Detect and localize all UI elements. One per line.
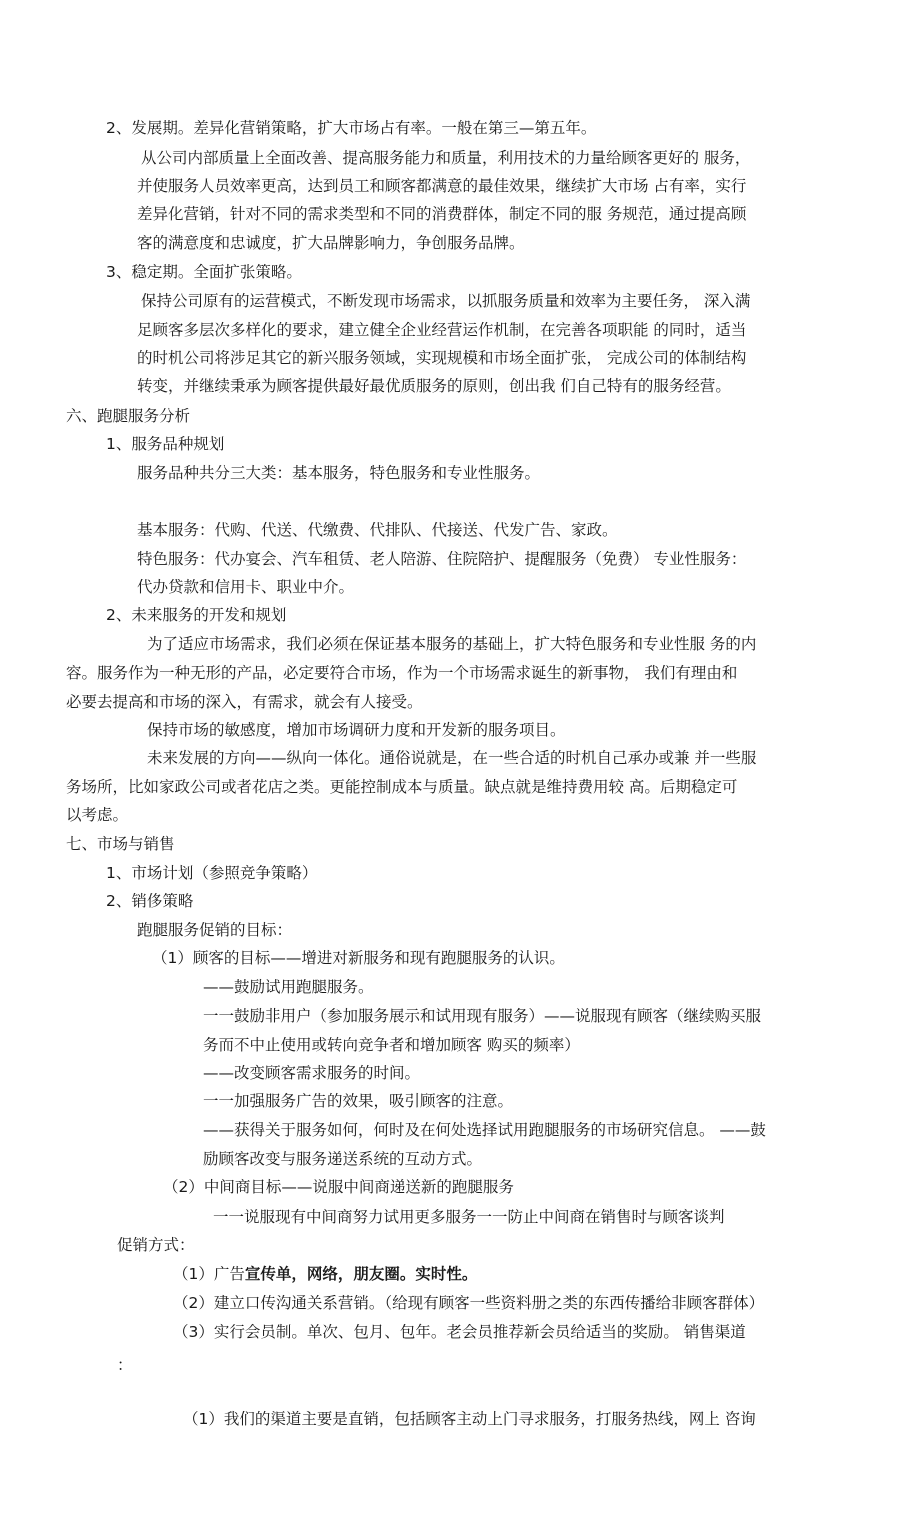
text-line: 客的满意度和忠诚度，扩大品牌影响力，争创服务品牌。 xyxy=(137,234,525,252)
text-line: 务场所，比如家政公司或者花店之类。更能控制成本与质量。缺点就是维持费用较 高。后期稳定可 xyxy=(66,778,738,796)
text-line: （3）实行会员制。单次、包月、包年。老会员推荐新会员给适当的奖励。 销售渠道 xyxy=(173,1323,746,1341)
text-line: （2）建立口传沟通关系营销。（给现有顾客一些资料册之类的东西传播给非顾客群体） xyxy=(173,1294,765,1312)
text-line: 励顾客改变与服务递送系统的互动方式。 xyxy=(203,1150,483,1168)
text-line: ——鼓励试用跑腿服务。 xyxy=(203,978,374,996)
text-line: 3、稳定期。全面扩张策略。 xyxy=(106,263,302,281)
text-line: 容。服务作为一种无形的产品，必定要符合市场，作为一个市场需求诞生的新事物， 我们有理由和 xyxy=(66,664,738,682)
text-line: 务而不中止使用或转向竞争者和增加顾客 购买的频率） xyxy=(203,1036,580,1054)
text-line xyxy=(173,1260,477,1288)
text-line: 基本服务：代购、代送、代缴费、代排队、代接送、代发广告、家政。 xyxy=(137,521,618,539)
text-line: 保持市场的敏感度，增加市场调研力度和开发新的服务项目。 xyxy=(147,721,566,739)
text-line: ——改变顾客需求服务的时间。 xyxy=(203,1064,421,1082)
text-line: 以考虑。 xyxy=(66,806,129,824)
text-line: 从公司内部质量上全面改善、提高服务能力和质量，利用技术的力量给顾客更好的 服务， xyxy=(141,149,751,167)
text-line: 代办贷款和信用卡、职业中介。 xyxy=(137,578,355,596)
subsection-heading: 1、服务品种规划 xyxy=(106,435,225,453)
text-line: 服务品种共分三大类：基本服务，特色服务和专业性服务。 xyxy=(137,464,541,482)
text-line: 差异化营销，针对不同的需求类型和不同的消费群体，制定不同的服 务规范，通过提高顾 xyxy=(137,205,747,223)
bold-text-run: 宣传单，网络，朋友圈。实时性。 xyxy=(244,1265,478,1283)
text-line: 一一加强服务广告的效果，吸引顾客的注意。 xyxy=(203,1092,514,1110)
text-line: 促销方式： xyxy=(117,1236,195,1254)
text-line: 转变，并继续秉承为顾客提供最好最优质服务的原则，创出我 们自己特有的服务经营。 xyxy=(137,377,731,395)
text-line: 2、发展期。差异化营销策略，扩大市场占有率。一般在第三—第五年。 xyxy=(106,119,597,137)
section-heading: 七、市场与销售 xyxy=(66,835,175,853)
text-line: 一一说服现有中间商努力试用更多服务一一防止中间商在销售时与顾客谈判 xyxy=(213,1208,725,1226)
text-line: 并使服务人员效率更高，达到员工和顾客都满意的最佳效果，继续扩大市场 占有率，实行 xyxy=(137,177,747,195)
section-heading: 六、跑腿服务分析 xyxy=(66,407,191,425)
subsection-heading: 2、未来服务的开发和规划 xyxy=(106,606,287,624)
text-line: 未来发展的方向——纵向一体化。通俗说就是，在一些合适的时机自己承办或兼 并一些服 xyxy=(147,749,757,767)
text-line: ——获得关于服务如何，何时及在何处选择试用跑腿服务的市场研究信息。 ——鼓 xyxy=(203,1121,766,1139)
text-line: （2）中间商目标——说服中间商递送新的跑腿服务 xyxy=(163,1178,514,1196)
subsection-heading: 2、销侈策略 xyxy=(106,892,194,910)
text-line: 跑腿服务促销的目标： xyxy=(137,921,293,939)
subsection-heading: 1、市场计划（参照竞争策略） xyxy=(106,864,318,882)
text-line: 一一鼓励非用户（参加服务展示和试用现有服务）——说服现有顾客（继续购买服 xyxy=(203,1007,762,1025)
text-line: （1）我们的渠道主要是直销，包括顾客主动上门寻求服务，打服务热线，网上 咨询 xyxy=(183,1410,756,1428)
text-line: 的时机公司将涉足其它的新兴服务领域，实现规模和市场全面扩张， 完成公司的体制结构 xyxy=(137,349,747,367)
text-run: （1）广告 xyxy=(173,1265,245,1283)
text-line: 必要去提高和市场的深入，有需求，就会有人接受。 xyxy=(66,693,423,711)
text-line: 保持公司原有的运营模式，不断发现市场需求，以抓服务质量和效率为主要任务， 深入满 xyxy=(141,292,751,310)
text-line: 足顾客多层次多样化的要求，建立健全企业经营运作机制，在完善各项职能 的同时，适当 xyxy=(137,321,747,339)
text-line: （1）顾客的目标——增进对新服务和现有跑腿服务的认识。 xyxy=(152,949,565,967)
text-line: 为了适应市场需求，我们必须在保证基本服务的基础上，扩大特色服务和专业性服 务的内 xyxy=(147,635,757,653)
text-line: ： xyxy=(117,1356,133,1374)
text-line: 特色服务：代办宴会、汽车租赁、老人陪游、住院陪护、提醒服务（免费） 专业性服务： xyxy=(137,550,747,568)
